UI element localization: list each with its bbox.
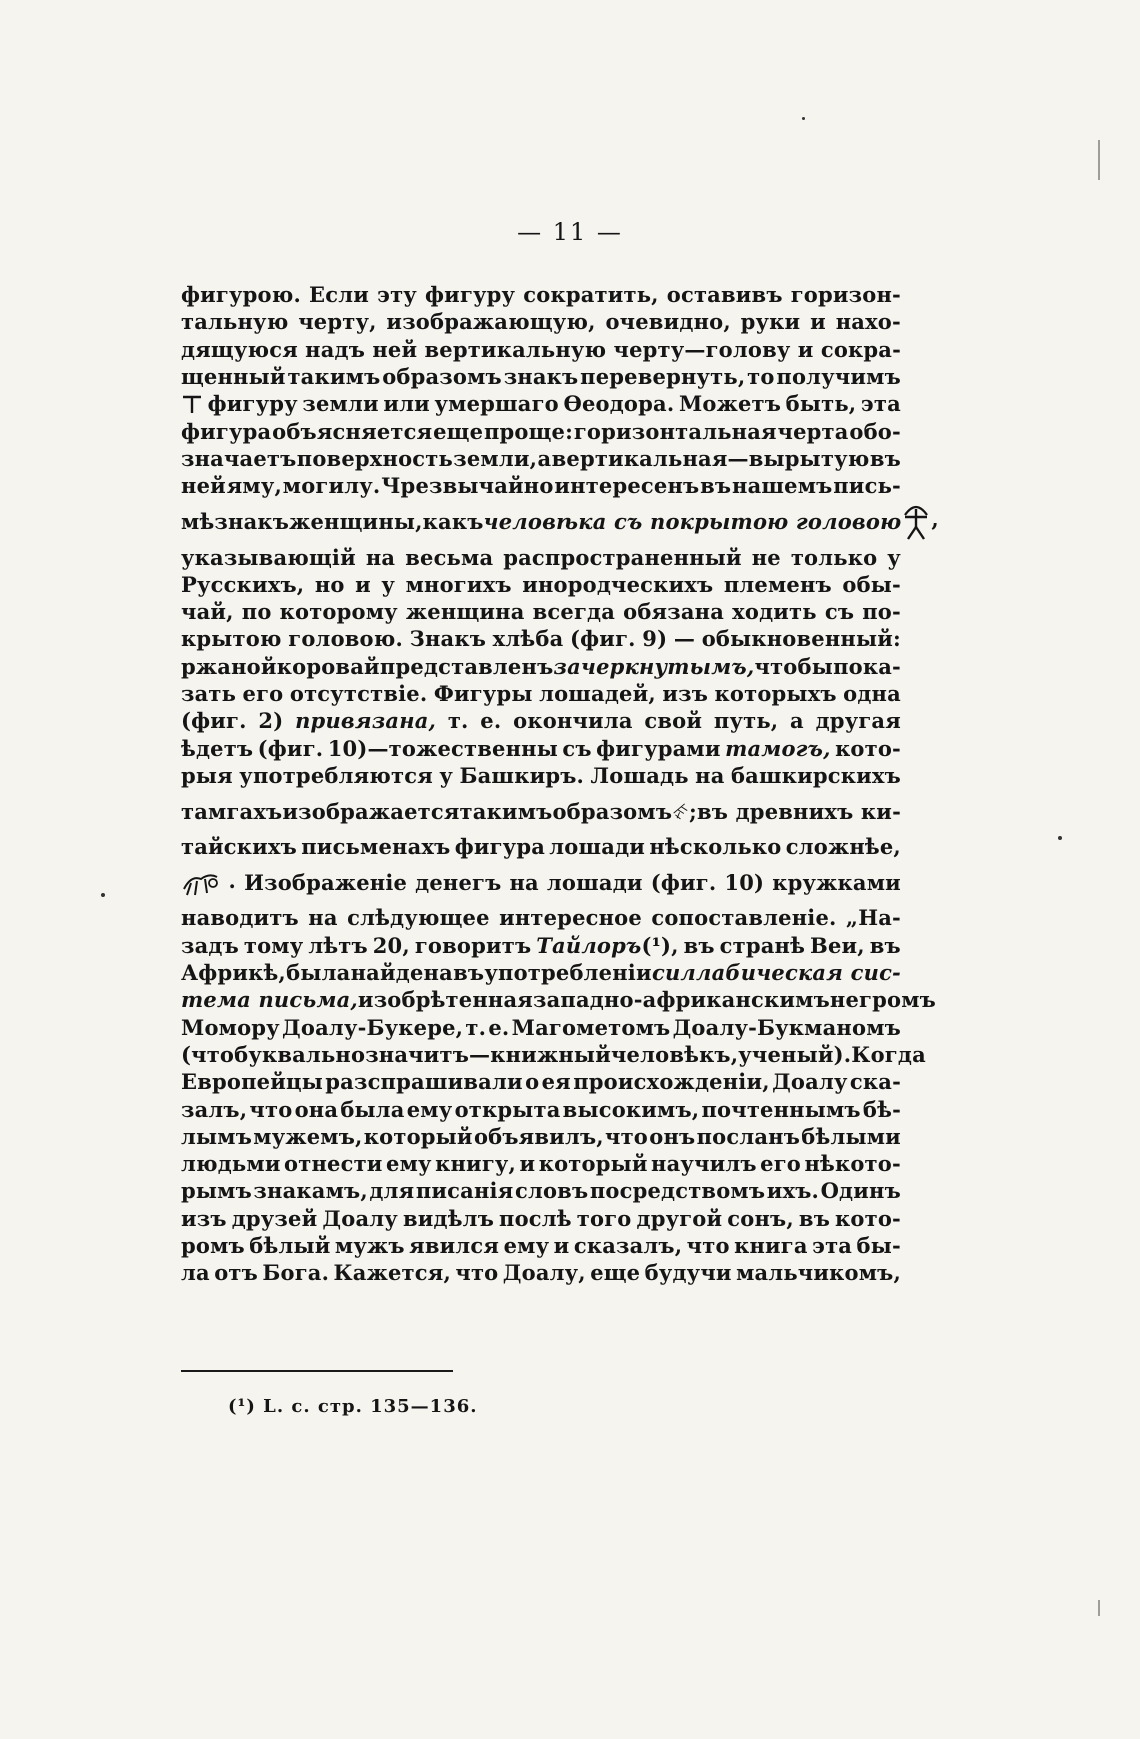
paper-speck [802, 117, 805, 120]
horse-tamga-icon [672, 790, 689, 832]
text-line-5: фигуру земли или умершаго Ѳеодора. Можетъ быть, эта [181, 390, 901, 417]
text-line-34: ромъ бѣлый мужъ явился ему и сказалъ, что книга эта бы- [181, 1233, 901, 1259]
text-line-25: тема письма, изобрѣтенная западно-африканскимъ негромъ [181, 987, 936, 1013]
text-line-21: . Изображеніе денегъ на лошади (фиг. 10) кружками [181, 860, 901, 904]
text-line-14: ржаной коровай представленъ зачеркнутымъ, чтобы пока- [181, 653, 901, 679]
footnote-divider [181, 1370, 453, 1372]
text-line-32: рымъ знакамъ, для писанія словъ посредствомъ ихъ. Одинъ [181, 1178, 901, 1204]
text-line-31: людьми отнести ему книгу, и который научилъ его нѣкото- [181, 1151, 901, 1177]
paper-speck [1058, 836, 1062, 840]
text-line-10: указывающій на весьма распространенный не только у [181, 544, 901, 570]
text-line-11: Русскихъ, но и у многихъ инородческихъ племенъ обы- [181, 571, 901, 597]
chinese-horse-icon [181, 869, 221, 897]
text-line-23: задъ тому лѣтъ 20, говоритъ Тайлоръ(¹), въ странѣ Веи, въ [181, 932, 901, 958]
text-line-29: залъ, что она была ему открыта высокимъ, почтеннымъ бѣ- [181, 1096, 901, 1122]
text-line-3: дящуюся надъ ней вертикальную черту—голову и сокра- [181, 336, 901, 362]
paper-speck [1098, 140, 1100, 180]
text-line-28: Европейцы разспрашивали о ея происхожденіи, Доалу ска- [181, 1069, 901, 1095]
grave-sign-icon [181, 394, 203, 414]
italic-phrase-system: тема письма, [181, 987, 358, 1013]
text-line-13: крытою головою. Знакъ хлѣба (фиг. 9) — обыкновенный: [181, 626, 901, 652]
footnote-ref[interactable]: (¹), [641, 932, 679, 958]
italic-phrase-woman: человѣка съ покрытою головою [483, 508, 902, 534]
text-line-17: ѣдетъ (фиг. 10)—тожественны съ фигурами тамогъ, кото- [181, 735, 901, 761]
italic-phrase-syllabic: силлабическая сис- [651, 960, 901, 986]
text-line-20: тайскихъ письменахъ фигура лошади нѣсколько сложнѣе, [181, 834, 901, 860]
text-line-15: зать его отсутствіе. Фигуры лошадей, изъ которыхъ одна [181, 681, 901, 706]
italic-word-tamog: тамогъ, [725, 735, 831, 761]
page-number: — 11 — [517, 218, 623, 246]
text-line-24: Африкѣ, была найдена въ употребленіи силлабическая сис- [181, 960, 901, 986]
footnote: (¹) L. c. стр. 135—136. [228, 1396, 478, 1417]
woman-sign-icon [901, 501, 931, 541]
text-line-19: тамгахъ изображается такимъ образомъ ;въ древнихъ ки- [181, 789, 901, 833]
paper-speck [1098, 1600, 1100, 1616]
text-line-7: значаетъ поверхность земли, а вертикальная—вырытую въ [181, 445, 901, 471]
text-line-6: фигура объясняется еще проще: горизонтальная черта обо- [181, 418, 901, 444]
text-line-4: щенный такимъ образомъ знакъ перевернуть, то получимъ [181, 364, 901, 390]
text-line-8: ней яму, могилу. Чрезвычайно интересенъ въ нашемъ пись- [181, 473, 901, 499]
text-line-1: фигурою. Если эту фигуру сократить, оставивъ горизон- [181, 282, 901, 308]
italic-word-crossed: зачеркнутымъ, [553, 653, 755, 679]
text-line-35: ла отъ Бога. Кажется, что Доалу, еще будучи мальчикомъ, [181, 1260, 901, 1286]
italic-word-tied: привязана, [295, 708, 437, 734]
text-line-2: тальную черту, изображающую, очевидно, руки и нахо- [181, 309, 901, 335]
text-line-18: рыя употребляются у Башкиръ. Лошадь на башкирскихъ [181, 762, 901, 788]
text-line-27: (что буквально значитъ—книжный человѣкъ, ученый). Когда [181, 1041, 926, 1067]
paper-speck [101, 893, 105, 897]
body-text [181, 281, 939, 1287]
text-line-26: Момору Доалу-Букере, т. е. Магометомъ Доалу-Букманомъ [181, 1014, 901, 1040]
text-line-12: чай, по которому женщина всегда обязана ходить съ по- [181, 599, 901, 625]
text-line-33: изъ друзей Доалу видѣлъ послѣ того другой сонъ, въ кото- [181, 1205, 901, 1231]
text-line-30: лымъ мужемъ, который объявилъ, что онъ посланъ бѣлыми [181, 1123, 901, 1149]
text-line-9: мѣ знакъ женщины, какъ человѣка съ покрытою головою , [181, 499, 901, 543]
text-line-16: (фиг. 2) привязана, т. е. окончила свой путь, а другая [181, 708, 901, 734]
italic-word-tylor: Тайлоръ [536, 932, 642, 958]
text-line-22: наводитъ на слѣдующее интересное сопоставленіе. „На- [181, 905, 901, 931]
